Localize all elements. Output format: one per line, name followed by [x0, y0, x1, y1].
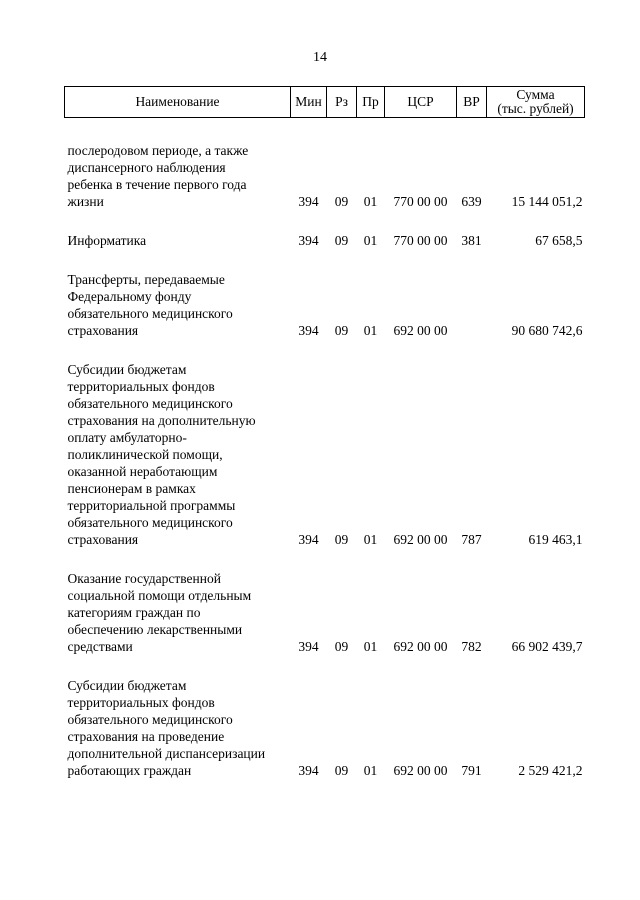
- cell-sum: 90 680 742,6: [511, 323, 583, 338]
- table-body: [65, 118, 585, 780]
- cell-rz: 09: [334, 639, 349, 654]
- table-row: [65, 361, 585, 548]
- row-spacer: [65, 655, 585, 677]
- table-row: [65, 271, 585, 339]
- spacer-cell: [65, 339, 585, 361]
- cell-name: [65, 142, 291, 210]
- cell-name-line: пенсионерам в рамках: [67, 481, 196, 496]
- table-row: [65, 570, 585, 655]
- cell-name-line: Информатика: [67, 233, 147, 248]
- cell-min: 394: [298, 532, 319, 547]
- cell-vr: [457, 271, 487, 339]
- table-row: [65, 232, 585, 249]
- header-csr: ЦСР: [385, 87, 457, 118]
- cell-min: 394: [298, 233, 319, 248]
- spacer-cell: [65, 655, 585, 677]
- cell-csr: 692 00 00: [393, 639, 448, 654]
- cell-name: [65, 271, 291, 339]
- header-pr: Пр: [357, 87, 385, 118]
- cell-csr: 692 00 00: [393, 763, 448, 778]
- cell-rz: 09: [334, 763, 349, 778]
- cell-min: 394: [298, 194, 319, 209]
- cell-vr: 639: [461, 194, 482, 209]
- spacer-cell: [65, 118, 585, 143]
- cell-name: [65, 677, 291, 779]
- cell-csr: 770 00 00: [393, 194, 448, 209]
- cell-name-line: социальной помощи отдельным: [67, 588, 252, 603]
- header-sum: [487, 87, 585, 118]
- cell-name-line: Федеральному фонду: [67, 289, 192, 304]
- cell-pr: 01: [363, 763, 378, 778]
- cell-min: 394: [298, 639, 319, 654]
- cell-name-line: Трансферты, передаваемые: [67, 272, 225, 287]
- cell-name-line: обязательного медицинского: [67, 515, 233, 530]
- cell-name: [65, 232, 291, 249]
- cell-name-line: страхования: [67, 532, 139, 547]
- cell-name-line: страхования: [67, 323, 139, 338]
- cell-name-line: территориальных фондов: [67, 695, 215, 710]
- cell-name-line: обеспечению лекарственными: [67, 622, 243, 637]
- cell-name-line: обязательного медицинского: [67, 396, 233, 411]
- cell-pr: 01: [363, 323, 378, 338]
- cell-pr: 01: [363, 639, 378, 654]
- cell-vr: 782: [461, 639, 482, 654]
- row-spacer: [65, 548, 585, 570]
- cell-name-line: страхования на дополнительную: [67, 413, 256, 428]
- row-spacer: [65, 118, 585, 143]
- cell-sum: 2 529 421,2: [518, 763, 583, 778]
- cell-name-line: диспансерного наблюдения: [67, 160, 226, 175]
- cell-name-line: оказанной неработающим: [67, 464, 218, 479]
- cell-csr: 692 00 00: [393, 323, 448, 338]
- header-sum-line1: Сумма: [516, 87, 555, 102]
- cell-name-line: Субсидии бюджетам: [67, 678, 187, 693]
- spacer-cell: [65, 210, 585, 232]
- cell-sum: 67 658,5: [535, 233, 583, 248]
- cell-name-line: Субсидии бюджетам: [67, 362, 187, 377]
- cell-vr: 791: [461, 763, 482, 778]
- cell-name-line: Оказание государственной: [67, 571, 221, 586]
- table-row: [65, 677, 585, 779]
- cell-name: [65, 570, 291, 655]
- cell-name-line: послеродовом периоде, а также: [67, 143, 249, 158]
- cell-rz: 09: [334, 233, 349, 248]
- cell-name: [65, 361, 291, 548]
- cell-name-line: категориям граждан по: [67, 605, 201, 620]
- row-spacer: [65, 210, 585, 232]
- header-min: Мин: [291, 87, 327, 118]
- cell-name-line: жизни: [67, 194, 104, 209]
- cell-name-line: поликлинической помощи,: [67, 447, 223, 462]
- cell-name-line: средствами: [67, 639, 133, 654]
- table-header: [65, 87, 585, 118]
- cell-min: 394: [298, 323, 319, 338]
- spacer-cell: [65, 249, 585, 271]
- cell-rz: 09: [334, 323, 349, 338]
- budget-table: [64, 86, 585, 779]
- spacer-cell: [65, 548, 585, 570]
- row-spacer: [65, 249, 585, 271]
- header-vr: ВР: [457, 87, 487, 118]
- cell-pr: 01: [363, 532, 378, 547]
- cell-name-line: дополнительной диспансеризации: [67, 746, 266, 761]
- cell-sum: 619 463,1: [528, 532, 583, 547]
- cell-name-line: оплату амбулаторно-: [67, 430, 187, 445]
- cell-name-line: территориальной программы: [67, 498, 236, 513]
- header-row: [65, 87, 585, 118]
- cell-min: 394: [298, 763, 319, 778]
- cell-name-line: работающих граждан: [67, 763, 192, 778]
- cell-name-line: обязательного медицинского: [67, 712, 233, 727]
- cell-pr: 01: [363, 194, 378, 209]
- page-number: 14: [313, 50, 327, 65]
- cell-vr: 787: [461, 532, 482, 547]
- table-row: [65, 142, 585, 210]
- cell-rz: 09: [334, 194, 349, 209]
- cell-name-line: обязательного медицинского: [67, 306, 233, 321]
- cell-vr: 381: [461, 233, 482, 248]
- cell-name-line: ребенка в течение первого года: [67, 177, 247, 192]
- cell-csr: 770 00 00: [393, 233, 448, 248]
- cell-name-line: страхования на проведение: [67, 729, 225, 744]
- row-spacer: [65, 339, 585, 361]
- header-sum-line2: (тыс. рублей): [497, 101, 574, 116]
- cell-rz: 09: [334, 532, 349, 547]
- cell-csr: 692 00 00: [393, 532, 448, 547]
- cell-pr: 01: [363, 233, 378, 248]
- cell-sum: 15 144 051,2: [511, 194, 583, 209]
- header-name: Наименование: [65, 87, 291, 118]
- header-rz: Рз: [327, 87, 357, 118]
- cell-sum: 66 902 439,7: [511, 639, 583, 654]
- cell-name-line: территориальных фондов: [67, 379, 215, 394]
